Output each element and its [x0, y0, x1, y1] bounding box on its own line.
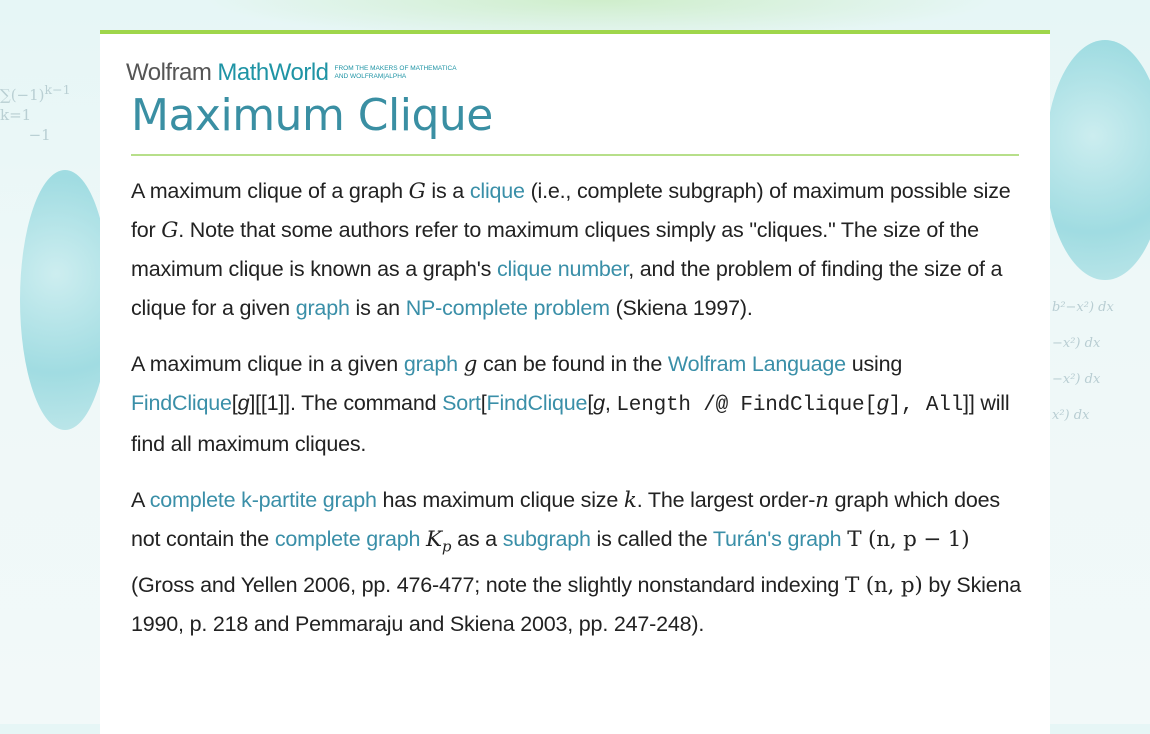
link-complete-graph[interactable]: complete graph [274, 527, 421, 551]
tagline-line-2: AND WOLFRAM|ALPHA [334, 73, 407, 80]
tagline-line-1: FROM THE MAKERS OF MATHEMATICA [334, 65, 457, 72]
code-snippet: Length /@ FindClique[ [616, 394, 877, 417]
article-body [131, 172, 1031, 661]
text-run: (i.e., complete subgraph) of maximum possible size for [131, 179, 1011, 242]
text-run: . The largest order- [636, 488, 816, 512]
link-tur-n-s-graph[interactable]: Turán's graph [712, 527, 842, 551]
background-formula-decoration: $\sum(-1)^{k-1}$ k=1 −1 [0, 82, 71, 144]
page-title: Maximum Clique [131, 90, 493, 141]
text-run: (Gross and Yellen 2006, pp. 476-477; note the slightly nonstandard indexing [131, 573, 845, 598]
text-run: A [131, 488, 150, 512]
code-snippet: ], All [888, 394, 964, 417]
logo-tagline [335, 65, 457, 81]
math-symbol: G [408, 179, 426, 204]
math-variable: g [593, 391, 605, 415]
text-run: . Note that some authors refer to maximum cliques simply as "cliques." The size of the maximum clique is known as a graph's [131, 218, 979, 281]
link-findclique[interactable]: FindClique [131, 391, 232, 415]
link-clique[interactable]: clique [469, 179, 525, 203]
text-run: ]] will find all maximum cliques. [131, 391, 1010, 456]
link-sort[interactable]: Sort [442, 391, 481, 415]
link-graph[interactable]: graph [403, 352, 458, 376]
text-run: has maximum clique size [376, 488, 624, 512]
text-run: (Skiena 1997). [609, 296, 753, 320]
background-surface-decoration [1045, 40, 1150, 280]
math-symbol: G [161, 218, 179, 243]
text-run: , [604, 391, 617, 415]
link-wolfram-language[interactable]: Wolfram Language [667, 352, 846, 376]
logo-mathworld: MathWorld [217, 59, 329, 86]
link-subgraph[interactable]: subgraph [502, 527, 591, 551]
text-run: [ [587, 391, 594, 415]
link-findclique[interactable]: FindClique [486, 391, 588, 415]
math-variable: g [876, 391, 889, 415]
logo-wolfram: Wolfram [126, 59, 212, 86]
paragraph [131, 481, 1031, 644]
text-run: A maximum clique in a given [131, 352, 404, 376]
text-run: is called the [590, 527, 713, 551]
link-graph[interactable]: graph [295, 296, 350, 320]
text-run: as a [451, 527, 503, 551]
text-run: is a [425, 179, 470, 203]
background-surface-decoration [20, 170, 110, 430]
article-card [100, 30, 1050, 734]
text-run: can be found in the [477, 352, 668, 376]
link-complete-k-partite-graph[interactable]: complete k-partite graph [149, 488, 377, 512]
text-run: [ [480, 391, 487, 415]
paragraph [131, 345, 1031, 464]
math-symbol: g [463, 352, 478, 377]
link-clique-number[interactable]: clique number [496, 257, 629, 281]
math-symbol: n [815, 488, 829, 513]
text-run: is an [349, 296, 406, 320]
background-integral-decoration: b²−x²) dx −x²) dx −x²) dx x²) dx [1052, 300, 1114, 423]
text-run: , and the problem of finding the size of a clique for a given [131, 257, 1003, 320]
text-run: by Skiena 1990, p. 218 and Pemmaraju and Skiena 2003, pp. 247-248). [131, 573, 1021, 637]
math-expression: T (n, p − 1) [847, 527, 970, 552]
link-np-complete-problem[interactable]: NP-complete problem [405, 296, 610, 320]
text-run: [ [231, 391, 238, 415]
site-logo[interactable] [126, 59, 457, 87]
text-run: graph which does not contain the [131, 488, 1000, 551]
title-divider [131, 154, 1019, 156]
math-subscript: p [441, 537, 452, 556]
math-expression: T (n, p) [844, 573, 923, 599]
text-run: A maximum clique of a graph [131, 179, 409, 203]
text-run: ][[1]]. The command [249, 391, 443, 415]
math-variable: g [237, 391, 250, 415]
math-symbol: k [623, 488, 637, 513]
text-run: using [845, 352, 903, 376]
math-symbol: K [426, 527, 442, 552]
paragraph [131, 172, 1031, 328]
